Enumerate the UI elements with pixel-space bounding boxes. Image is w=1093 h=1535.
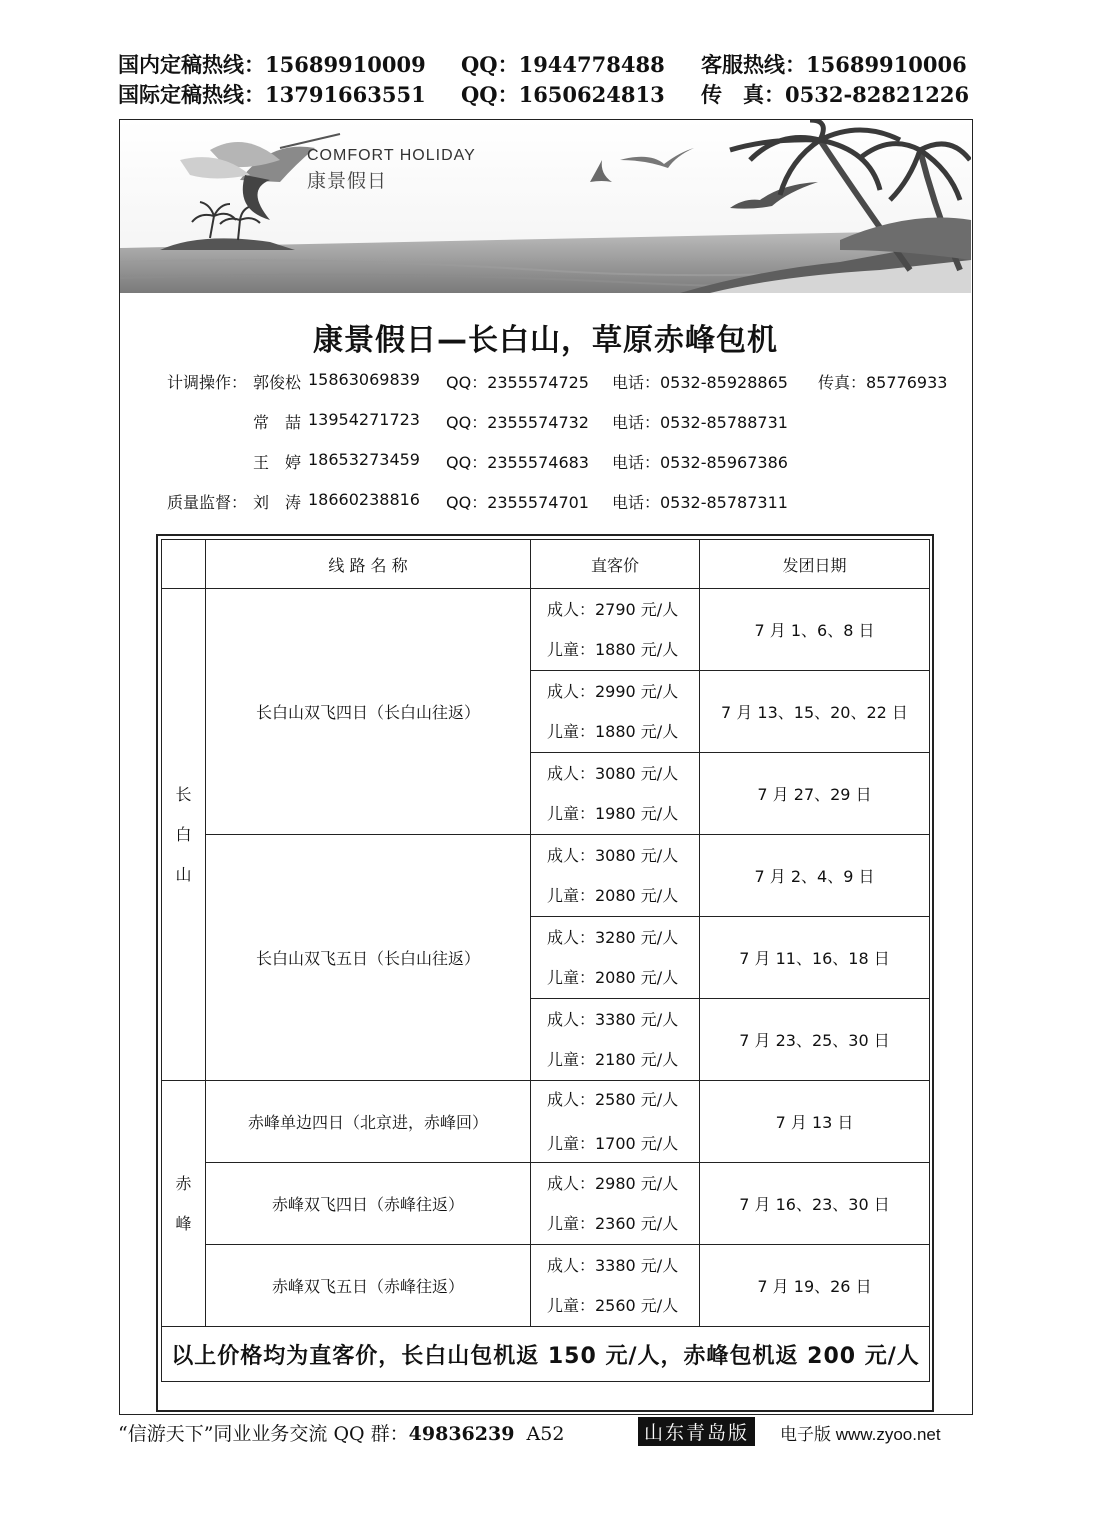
child-price: 儿童：1700 元/人 — [547, 1133, 679, 1153]
beach-scene-illustration — [120, 120, 971, 293]
route-name: 长白山双飞四日（长白山往返） — [206, 589, 531, 835]
footer-site[interactable]: 电子版 www.zyoo.net — [780, 1425, 941, 1444]
table-row — [162, 1245, 930, 1327]
footer-qq-group: 49836239 — [408, 1423, 515, 1445]
table-row — [162, 835, 930, 917]
table-row — [162, 1081, 930, 1163]
contact-qq: QQ：2355574725 — [446, 373, 589, 392]
adult-price: 成人：3280 元/人 — [547, 927, 679, 947]
adult-price: 成人：3080 元/人 — [547, 845, 679, 865]
departure-dates: 7 月 13 日 — [700, 1081, 930, 1163]
contact-fax: 传真：85776933 — [818, 373, 948, 392]
route-name: 赤峰双飞五日（赤峰往返） — [206, 1245, 531, 1327]
domestic-hotline: 国内定稿热线：15689910009 — [118, 52, 426, 77]
contact-phone: 电话：0532-85787311 — [612, 493, 788, 512]
contact-name: 郭俊松 — [253, 373, 302, 392]
adult-price: 成人：2580 元/人 — [547, 1089, 679, 1109]
service-hotline: 客服热线：15689910006 — [701, 52, 967, 77]
header-route: 线 路 名 称 — [206, 540, 531, 589]
child-price: 儿童：2180 元/人 — [547, 1049, 679, 1069]
departure-dates: 7 月 1、6、8 日 — [700, 589, 930, 671]
contact-phone: 电话：0532-85788731 — [612, 413, 788, 432]
contact-name: 常 喆 — [253, 413, 302, 432]
child-price: 儿童：2080 元/人 — [547, 885, 679, 905]
contact-qq: QQ：2355574701 — [446, 493, 589, 512]
contact-phone: 电话：0532-85928865 — [612, 373, 788, 392]
child-price: 儿童：2560 元/人 — [547, 1295, 679, 1315]
table-row — [162, 589, 930, 671]
table-row — [162, 1163, 930, 1245]
child-price: 儿童：1880 元/人 — [547, 721, 679, 741]
contact-mobile: 13954271723 — [308, 410, 420, 429]
region-changbaishan: 长 白 山 — [162, 589, 206, 1081]
brand-name-en: COMFORT HOLIDAY — [307, 147, 476, 164]
domestic-qq: QQ：1944778488 — [461, 52, 665, 77]
ad-title: 康景假日—长白山，草原赤峰包机 — [313, 323, 778, 358]
contact-role: 计调操作： — [167, 373, 248, 392]
child-price: 儿童：2360 元/人 — [547, 1213, 679, 1233]
adult-price: 成人：3380 元/人 — [547, 1009, 679, 1029]
routes-table-frame — [156, 534, 934, 1412]
adult-price: 成人：2790 元/人 — [547, 599, 679, 619]
ad-frame — [119, 119, 973, 1415]
contact-role: 质量监督： — [167, 493, 248, 512]
route-name: 赤峰单边四日（北京进，赤峰回） — [206, 1081, 531, 1163]
departure-dates: 7 月 27、29 日 — [700, 753, 930, 835]
routes-table — [161, 539, 930, 1382]
contact-mobile: 15863069839 — [308, 370, 420, 389]
child-price: 儿童：1880 元/人 — [547, 639, 679, 659]
adult-price: 成人：2990 元/人 — [547, 681, 679, 701]
contact-qq: QQ：2355574683 — [446, 453, 589, 472]
table-note-row — [162, 1327, 930, 1382]
child-price: 儿童：2080 元/人 — [547, 967, 679, 987]
departure-dates: 7 月 2、4、9 日 — [700, 835, 930, 917]
contact-name: 刘 涛 — [253, 493, 302, 512]
table-header-row — [162, 540, 930, 589]
contact-phone: 电话：0532-85967386 — [612, 453, 788, 472]
banner — [120, 120, 971, 293]
intl-hotline: 国际定稿热线：13791663551 — [118, 82, 426, 107]
contact-mobile: 18660238816 — [308, 490, 420, 509]
page-footer — [118, 1417, 978, 1445]
adult-price: 成人：2980 元/人 — [547, 1173, 679, 1193]
contact-name: 王 婷 — [253, 453, 302, 472]
route-name: 长白山双飞五日（长白山往返） — [206, 835, 531, 1081]
edition-badge: 山东青岛版 — [638, 1417, 755, 1446]
contact-qq: QQ：2355574732 — [446, 413, 589, 432]
child-price: 儿童：1980 元/人 — [547, 803, 679, 823]
price-note: 以上价格均为直客价，长白山包机返 150 元/人，赤峰包机返 200 元/人 — [162, 1327, 930, 1382]
contact-mobile: 18653273459 — [308, 450, 420, 469]
departure-dates: 7 月 16、23、30 日 — [700, 1163, 930, 1245]
brand-name-cn: 康景假日 — [307, 170, 388, 192]
hotline-header — [118, 50, 978, 110]
route-name: 赤峰双飞四日（赤峰往返） — [206, 1163, 531, 1245]
footer-page-number: A52 — [526, 1423, 565, 1445]
fax-line: 传 真：0532-82821226 — [701, 82, 970, 107]
adult-price: 成人：3080 元/人 — [547, 763, 679, 783]
intl-qq: QQ：1650624813 — [461, 82, 665, 107]
header-region — [162, 540, 206, 589]
region-chifeng: 赤 峰 — [162, 1081, 206, 1327]
departure-dates: 7 月 13、15、20、22 日 — [700, 671, 930, 753]
adult-price: 成人：3380 元/人 — [547, 1255, 679, 1275]
footer-left — [118, 1419, 564, 1446]
footer-qq-label: “信游天下”同业业务交流 QQ 群： — [118, 1423, 409, 1445]
departure-dates: 7 月 19、26 日 — [700, 1245, 930, 1327]
header-dates: 发团日期 — [700, 540, 930, 589]
header-price: 直客价 — [531, 540, 700, 589]
departure-dates: 7 月 11、16、18 日 — [700, 917, 930, 999]
departure-dates: 7 月 23、25、30 日 — [700, 999, 930, 1081]
